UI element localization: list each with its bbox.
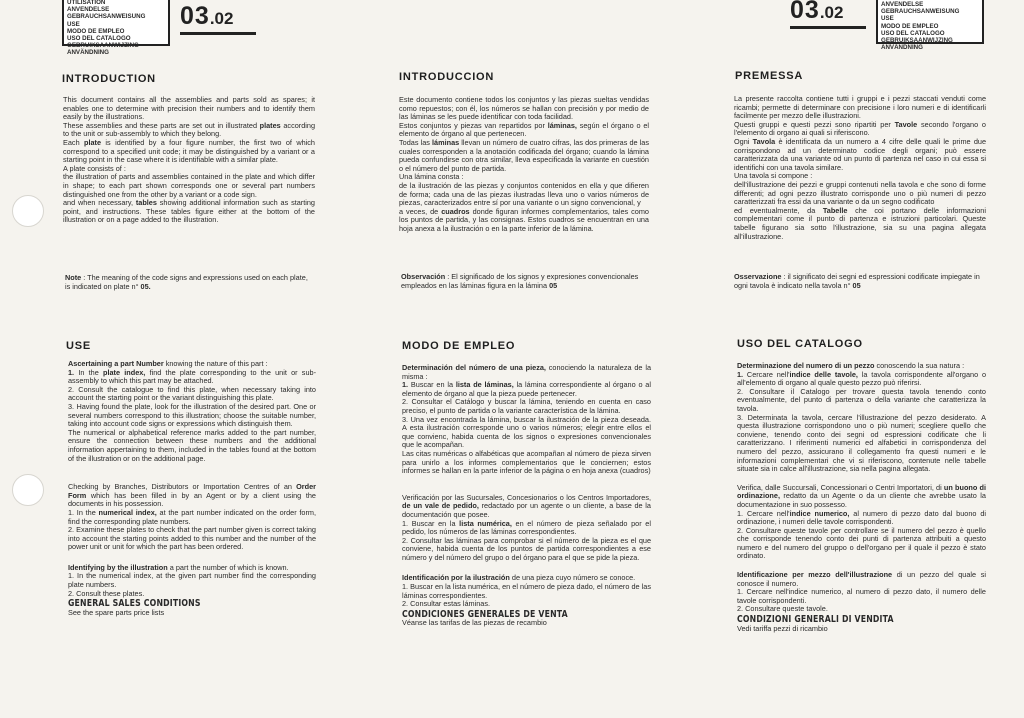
paragraph: 1. Cercare nell'indice numerico, al numero di pezzo dato dal buono di ordinazione, i numeri delle tavole corrispondenti. [737, 508, 986, 527]
conditions-text: Vedi tariffa pezzi di ricambio [737, 623, 828, 633]
paragraph: 3. Having found the plate, look for the illustration of the desired part. One or several numbers correspond to this illustration; choose the suitable number, taking into account code signs or expressions which distinguish them. [68, 401, 316, 429]
paragraph: Ascertaining a part Number knowing the nature of this part : [68, 359, 268, 368]
paragraph: 2. Consultar el Catálogo y buscar la lámina, teniendo en cuenta en caso preciso, el punto de partida o la variante característica de la lámina. [402, 397, 651, 415]
plate-main: 03 [790, 0, 820, 24]
intro-body-en [63, 96, 315, 225]
language-label: UTILISATION [67, 0, 106, 6]
intro-body-es [399, 96, 649, 234]
language-label: GEBRUIKSAANWIJZING [881, 37, 953, 45]
paragraph: Identificación por la ilustración de una pieza cuyo número se conoce. [402, 573, 636, 583]
language-label: MODO DE EMPLEO [881, 22, 939, 30]
language-list-left [62, 0, 170, 57]
plate-main: 03 [180, 2, 210, 30]
paragraph: 3. Una vez encontrada la lámina, buscar la ilustración de la pieza deseada. A esta ilustración corresponde uno o varios números; elegir entre ellos el que convienc, habida cuenta de los signos o expresiones convencionales que le acompañan. [402, 414, 651, 450]
paragraph: 2. Consultare il Catalogo per trovare questa tavola tenendo conto eventualmente, del punto di partenza o della variante che caratterizza la tavola. [737, 386, 986, 413]
language-label: USO DEL CATALOGO [67, 35, 131, 43]
language-label: USO DEL CATALOGO [881, 29, 945, 37]
paragraph: Checking by Branches, Distributors or Importation Centres of an Order Form which has been filled in by an Agent or by a client using the documents in his possession. [68, 482, 316, 509]
paragraph: de la ilustración de las piezas y conjuntos contenidos en ella y que difieren de forma; cada una de las piezas ilustradas lleva uno o varios números de piezas, caracterizados entre sí por una variante o un signo convencional, y [399, 180, 649, 208]
paragraph: 2. Consult the catalogue to find this plate, when necessary taking into account the starting point or the variant distinguishing this plate. [68, 384, 316, 403]
paragraph: 2. Consultar las láminas para comprobar si el número de la pieza es el que conviene, habida cuenta de los puntos de partida correspondientes a ese número y del número del grupo o del órgano para el que se pide la pieza. [402, 535, 651, 562]
section-title-introduction-en: INTRODUCTION [62, 73, 156, 85]
language-label: ANVÄNDNING [881, 44, 923, 52]
paragraph: Verificación por las Sucursales, Concesionarios o los Centros Importadores, de un vale de pedido, redactado por un agente o un cliente, a base de la documentación que posee. [402, 492, 651, 519]
paragraph: The numerical or alphabetical reference marks added to the part number, ensure the connection between these numbers and the additional information appertaining to them, included in the tables found at the bottom of the illustration or on the additional page. [68, 427, 316, 463]
binder-hole-top [12, 195, 44, 227]
conditions-title: CONDICIONES GENERALES DE VENTA [402, 608, 568, 620]
paragraph: A plate consists of : [63, 163, 126, 173]
binder-hole-bottom [12, 474, 44, 506]
paragraph: This document contains all the assemblies and parts sold as spares; it enables one to determine with precision their numbers and to identify them easily by the illustrations. [63, 95, 315, 122]
paragraph: Una lámina consta : [399, 172, 464, 182]
paragraph: 1. Buscar en la lista numérica, en el número de pieza señalado por el pedido, los números de las láminas correspondientes. [402, 518, 651, 537]
paragraph: 1. Buscar en la lista numérica, en el número de pieza dado, el número de las láminas correspondientes. [402, 582, 651, 600]
paragraph: 1. Cercare nell'indice delle tavole, la tavola corrispondente all'organo o all'elemento di organo al quale questo pezzo può riferirsi. [737, 369, 987, 388]
language-label: GEBRAUCHSANWEISUNG [67, 13, 146, 21]
section-title-modo-de-empleo-es: MODO DE EMPLEO [402, 340, 516, 352]
paragraph: Determinación del número de una pieza, conociendo la naturaleza de la misma : [402, 363, 651, 381]
paragraph: These assemblies and these parts are set out in illustrated plates according to the unit or sub-assembly to which they belong. [63, 120, 316, 139]
paragraph: 1. Cercare nell'indice numerico, al numero di pezzo dato, il numero delle tavole corrispondenti. [737, 587, 986, 605]
plate-number-left [180, 2, 256, 35]
language-label: GEBRUIKSAANWIJZING [67, 42, 139, 50]
conditions-title: GENERAL SALES CONDITIONS [68, 598, 201, 610]
conditions-title: CONDIZIONI GENERALI DI VENDITA [737, 614, 894, 626]
paragraph: 1. In the numerical index, at the part number indicated on the order form, find the corresponding plate numbers. [68, 507, 316, 526]
language-label: ANVENDELSE [881, 1, 924, 8]
section-title-premessa-it: PREMESSA [735, 70, 804, 82]
paragraph: 2. Consultar estas láminas. [402, 599, 491, 609]
use-body-es [402, 364, 651, 628]
paragraph: Identifying by the illustration a part the number of which is known. [68, 562, 289, 572]
section-title-use-en: USE [66, 340, 92, 352]
language-label: USE [67, 20, 80, 28]
paragraph: Verifica, dalle Succursali, Concessionari o Centri Importatori, di un buono di ordinazione, redatto da un Agente o da un cliente che avrebbe usato la documentazione in suo possesso. [737, 482, 986, 509]
paragraph: dell'illustrazione dei pezzi e gruppi contenuti nella tavola e che sono di forme differenti; ad ogni pezzo illustrato corrisponde uno o più numeri di pezzo caratterizzati fra essi da una variante o da un segno codificato [734, 179, 986, 207]
paragraph: Questi gruppi e questi pezzi sono ripartiti per Tavole secondo l'organo o l'elemento di organo ai quali si riferiscono. [734, 119, 986, 138]
paragraph: 1. In the plate index, find the plate corresponding to the unit or sub-assembly to which this part may be attached. [68, 367, 316, 386]
conditions-text: See the spare parts price lists [68, 607, 165, 617]
paragraph: 2. Consultare queste tavole per controllare se il numero del pezzo è quello che corrisponde tenendo conto dei punti di partenza attribuiti a questo numero e del numero del gruppo o dell'organo per il quale il pezzo è stato ordinato. [737, 525, 986, 561]
paragraph: 3. Determinata la tavola, cercare l'illustrazione del pezzo desiderato. A questa illustrazione corrispondono uno o più numeri; scegliere quello che conviene, tenendo conto dei segni od espressioni codificate che li caratterizzano. I riferimenti numerici ed alfabetici in corrispondenza del numero del pezzo, assicurano il collegamento fra questi numeri e le informazioni complementari che vi si riferiscono, contenute nelle tabelle situate sia in calce all'illustrazione, sia nella pagina allegata. [737, 412, 986, 474]
language-label: GEBRAUCHSANWEISUNG [881, 8, 960, 16]
paragraph: La presente raccolta contiene tutti i gruppi e i pezzi staccati venduti come ricambi; permette di determinare con precisione i loro numeri e di identificarli facilmente per mezzo delle illustrazioni. [734, 94, 986, 121]
paragraph: Todas las láminas llevan un número de cuatro cifras, las dos primeras de las cuales corresponden a la anotación codificada del órgano; cuando la lámina pueda confundirse con otra similar, lleva especificada la variante en cuestión o el número del punto de partida. [399, 137, 650, 173]
use-body-it [737, 362, 986, 633]
plate-sub: .02 [209, 9, 234, 28]
intro-body-it [734, 95, 986, 241]
conditions-text: Véanse las tarifas de las piezas de recambio [402, 618, 547, 628]
section-title-introduccion-es: INTRODUCCION [399, 71, 495, 83]
section-title-uso-del-catalogo-it: USO DEL CATALOGO [737, 338, 863, 350]
paragraph: Each plate is identified by a four figure number, the first two of which correspond to a specified unit code; it may be distinguished by a variant or a starting point in the case where it is identifiable with a similar plate. [63, 137, 315, 165]
plate-number-right [790, 0, 866, 29]
paragraph: the illustration of parts and assemblies contained in the plate and which differ in shape; to each part shown corresponds one or several part numbers distinguished one from the other by a variant or a code sign. [63, 172, 315, 199]
paragraph: ed eventualmente, da Tabelle che coi portano delle informazioni complementari come il punto di partenza e istruzioni particolari. Queste tabelle figurano sia sotto l'illustrazione, sia su una pagina allegata all'illustrazione. [734, 205, 986, 241]
intro-note-en: Note : The meaning of the code signs and expressions used on each plate, is indicated on plate n° 05. [65, 273, 308, 291]
plate-sub: .02 [819, 3, 844, 22]
paragraph: Este documento contiene todos los conjuntos y las piezas sueltas vendidas como repuestos; con él, los números se hallan con precisión y por medio de las láminas se les puede identificar con toda facilidad. [399, 95, 649, 122]
paragraph: Una tavola si compone : [734, 171, 813, 181]
language-label: ANVENDELSE [67, 6, 110, 14]
paragraph: 1. In the numerical index, at the given part number find the corresponding plate numbers. [68, 571, 316, 590]
paragraph: and when necessary, tables showing additional information such as starting point, and instructions. These tables figure either at the bottom of the illustration or on a page added to the illustration. [63, 198, 315, 225]
plate-underline [790, 26, 866, 29]
plate-underline [180, 32, 256, 35]
paragraph: Identificazione per mezzo dell'illustrazione di un pezzo del quale si conosce il numero. [737, 570, 987, 588]
language-label: MODO DE EMPLEO [67, 27, 125, 35]
paragraph: 2. Examine these plates to check that the part number given is correct taking into account the starting points added to this number and the number of the power unit or unit for which the part has been ordered. [68, 525, 316, 552]
paragraph: Estos conjuntos y piezas van repartidos por láminas, según el órgano o el elemento de órgano al que pertenecen. [399, 120, 650, 139]
paragraph: 2. Consultare queste tavole. [737, 604, 828, 614]
paragraph: Las citas numéricas o alfabéticas que acompañan al número de pieza sirven para unirlo a los informes complementarios que le conciernen; estos informes se hallan en la parte inferior de la página o en hoja anexa (cuadros) [402, 448, 651, 476]
language-label: ANVÄNDNING [67, 49, 109, 57]
paragraph: a veces, de cuadros donde figuran informes complementarios, tales como los puntos de partida, y las consignas. Estos cuadros se encuentran en una hoja anexa a la ilustración o en la parte inferior de la lámina. [399, 206, 649, 233]
use-body-en [68, 360, 316, 617]
language-list-right [876, 0, 984, 52]
paragraph: 2. Consult these plates. [68, 588, 145, 598]
paragraph: 1. Buscar en la lista de láminas, la lámina correspondiente al órgano o al elemento de órgano al que la pieza puede pertenecer. [402, 380, 651, 398]
intro-note-es: Observación : El significado de los signos y expresiones convencionales empleados en las láminas figura en la lámina 05 [401, 272, 639, 290]
paragraph: Determinazione del numero di un pezzo conoscendo la sua natura : [737, 361, 965, 370]
language-label: USE [881, 15, 894, 23]
paragraph: Ogni Tavola è identificata da un numero a 4 cifre delle quali le prime due corrispondono ad un determinato codice degli organi; può essere caratterizzata da una variante od un punto di partenza nel caso in cui essa si identifichi con una tavola similare. [734, 136, 986, 172]
intro-note-it: Osservazione : il significato dei segni ed espressioni codificate impiegate in ogni tavola è indicato nella tavola n° 05 [734, 272, 980, 290]
